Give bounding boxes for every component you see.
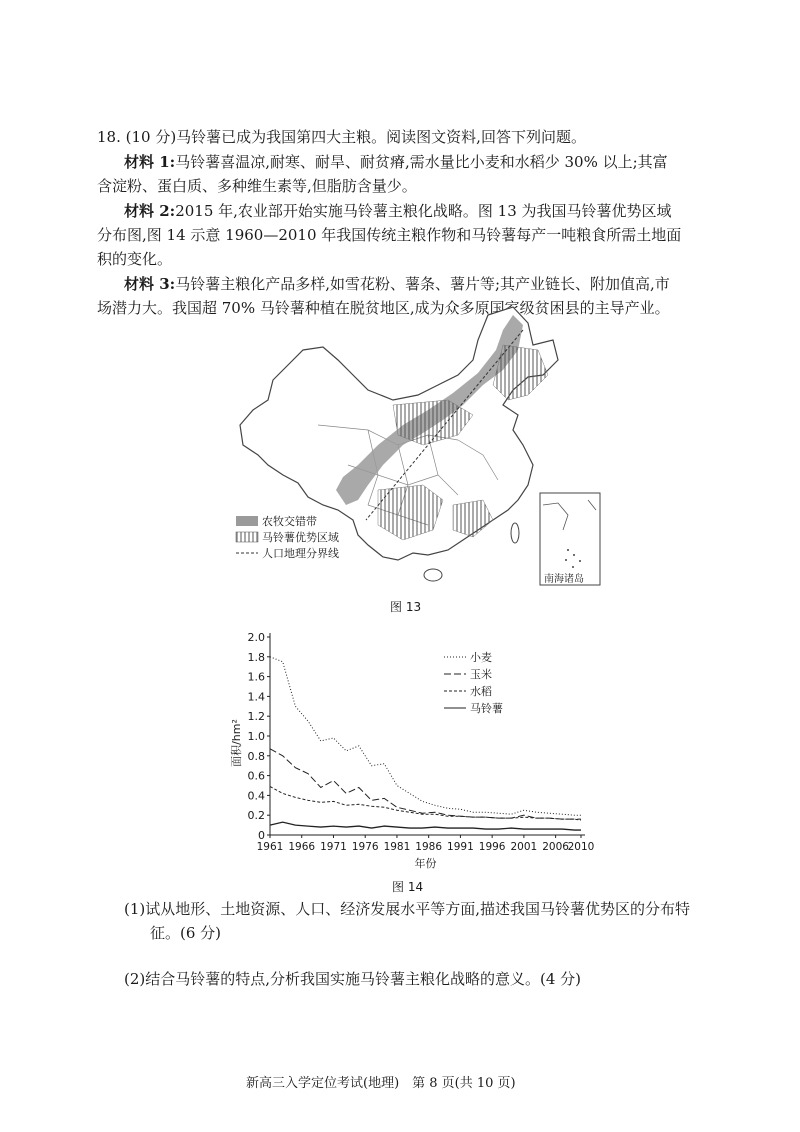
taiwan-island: [511, 523, 519, 543]
figure-13-caption: 图 13: [390, 600, 422, 614]
y-tick-label: 1.2: [247, 710, 265, 724]
material-2-text: 2015 年,农业部开始实施马铃薯主粮化战略。图 13 为我国马铃薯优势区域: [175, 202, 672, 220]
y-tick-label: 1.8: [247, 650, 265, 664]
legend-zone-label: 马铃薯优势区域: [262, 531, 339, 544]
map-svg: [228, 305, 612, 590]
material-2-line-1: [124, 200, 672, 223]
x-tick-label: 1966: [288, 841, 316, 853]
y-tick-label: 1.6: [247, 670, 265, 684]
y-tick-label: 0.2: [247, 809, 265, 823]
legend-line-label: 人口地理分界线: [262, 547, 339, 560]
legend-belt-label: 农牧交错带: [262, 515, 317, 528]
series-line-1: [270, 749, 581, 819]
land-area-chart: [226, 625, 606, 875]
x-tick-label: 2001: [510, 841, 538, 853]
material-3-text: 马铃薯主粮化产品多样,如雪花粉、薯条、薯片等;其产业链长、附加值高,市: [175, 275, 670, 293]
x-tick-label: 1986: [415, 841, 443, 853]
series-line-2: [270, 786, 581, 820]
question-title: 18. (10 分)马铃薯已成为我国第四大主粮。阅读图文资料,回答下列问题。: [97, 128, 586, 146]
material-2-label: 材料 2:: [124, 202, 176, 220]
sub-question-1-line-2: 征。(6 分): [150, 924, 222, 942]
hainan-island: [424, 569, 442, 581]
potato-region-map: [228, 305, 612, 590]
y-tick-label: 2.0: [247, 631, 265, 644]
material-3-line-2: 场潜力大。我国超 70% 马铃薯种植在脱贫地区,成为众多原国家级贫困县的主导产业。: [97, 299, 670, 317]
y-tick-label: 0.8: [247, 749, 265, 763]
x-tick-label: 2006: [542, 841, 569, 853]
material-1-text: 马铃薯喜温凉,耐寒、耐旱、耐贫瘠,需水量比小麦和水稻少 30% 以上;其富: [175, 153, 668, 171]
figure-14-caption: 图 14: [392, 880, 424, 894]
material-1-line-1: [124, 151, 668, 174]
y-tick-label: 0: [258, 829, 265, 842]
legend-label-3: 马铃薯: [470, 702, 503, 715]
material-2-line-3: 积的变化。: [97, 250, 173, 268]
page-footer: 新高三入学定位考试(地理) 第 8 页(共 10 页): [246, 1076, 516, 1091]
y-tick-label: 0.6: [247, 769, 265, 783]
x-tick-label: 1996: [478, 841, 506, 853]
material-3-label: 材料 3:: [124, 275, 176, 293]
material-2-line-2: 分布图,图 14 示意 1960—2010 年我国传统主粮作物和马铃薯每产一吨粮食所需土地面: [97, 226, 682, 244]
material-1-label: 材料 1:: [124, 153, 176, 171]
series-line-0: [270, 657, 581, 815]
x-tick-label: 1961: [256, 841, 284, 853]
legend-zone-swatch: [236, 532, 258, 542]
x-tick-label: 1981: [383, 841, 411, 853]
legend-label-1: 玉米: [470, 668, 492, 681]
x-tick-label: 1971: [320, 841, 347, 853]
series-line-3: [270, 822, 581, 830]
x-tick-label: 1991: [447, 841, 474, 853]
x-tick-label: 1976: [351, 841, 379, 853]
chart-svg: [226, 625, 606, 875]
y-tick-label: 1.0: [247, 730, 265, 743]
y-axis-label: 面积/hm²: [230, 719, 243, 767]
south-sea-inset: [540, 493, 600, 585]
material-3-line-1: [124, 273, 670, 296]
inset-label: 南海诸岛: [544, 574, 584, 585]
legend-belt-swatch: [236, 516, 258, 526]
y-tick-label: 1.4: [247, 690, 265, 704]
sub-question-2: (2)结合马铃薯的特点,分析我国实施马铃薯主粮化战略的意义。(4 分): [124, 970, 582, 988]
x-axis-label: 年份: [414, 857, 437, 870]
x-tick-label: 2010: [567, 841, 595, 853]
sub-question-1-line-1: (1)试从地形、土地资源、人口、经济发展水平等方面,描述我国马铃薯优势区的分布特: [124, 900, 691, 918]
legend-label-2: 水稻: [470, 685, 492, 698]
legend-label-0: 小麦: [470, 651, 492, 664]
y-tick-label: 0.4: [247, 789, 265, 803]
material-1-line-2: 含淀粉、蛋白质、多种维生素等,但脂肪含量少。: [97, 177, 417, 195]
